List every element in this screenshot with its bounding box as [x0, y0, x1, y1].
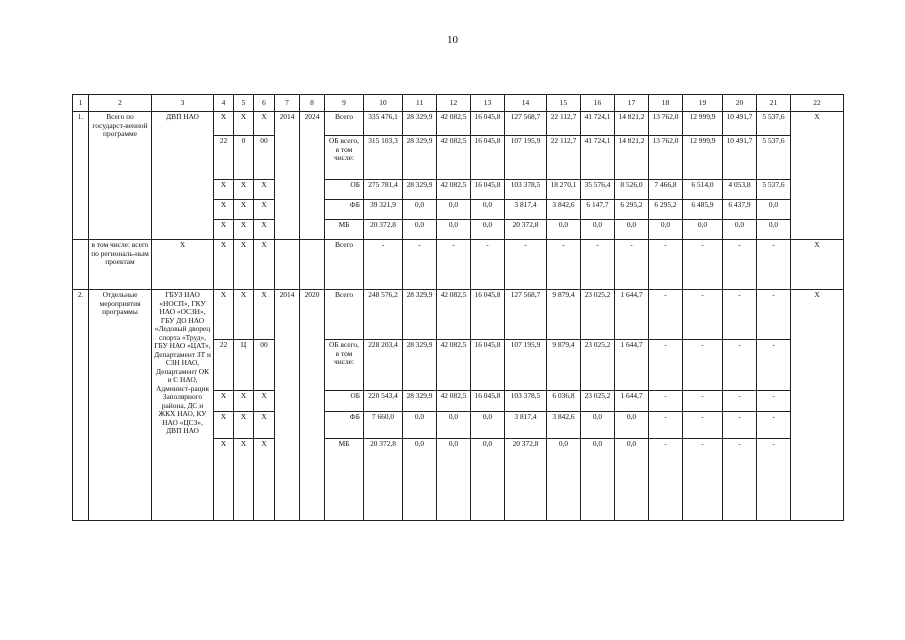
result-cell: Х	[791, 112, 844, 240]
value-cell: 0,0	[471, 200, 505, 220]
value-cell: 10 491,7	[723, 112, 757, 136]
value-cell: 103 378,5	[505, 180, 547, 200]
value-cell: -	[403, 240, 437, 290]
source-label: ОБ	[325, 391, 364, 412]
value-cell: 107 195,9	[505, 136, 547, 180]
cell: 0	[234, 136, 254, 180]
cell: Х	[214, 112, 234, 136]
cell: Х	[254, 112, 275, 136]
value-cell: 0,0	[403, 412, 437, 439]
value-cell: -	[364, 240, 403, 290]
source-label: Всего	[325, 290, 364, 340]
column-header: 2	[89, 95, 152, 112]
cell: Х	[214, 200, 234, 220]
value-cell: 42 082,5	[437, 391, 471, 412]
program-name: в том числе: всего по региональ-ным проектам	[89, 240, 152, 290]
value-cell: 0,0	[757, 220, 791, 240]
value-cell: 1 644,7	[615, 340, 649, 391]
value-cell: 315 103,3	[364, 136, 403, 180]
value-cell: 22 112,7	[547, 112, 581, 136]
cell: Х	[234, 112, 254, 136]
row-number	[73, 240, 89, 290]
value-cell: 42 082,5	[437, 112, 471, 136]
cell: Х	[214, 439, 234, 521]
page-number: 10	[447, 34, 458, 46]
value-cell: 14 821,2	[615, 112, 649, 136]
value-cell: 0,0	[471, 220, 505, 240]
value-cell: -	[581, 240, 615, 290]
value-cell: 3 842,6	[547, 200, 581, 220]
column-header: 13	[471, 95, 505, 112]
value-cell: 0,0	[437, 200, 471, 220]
value-cell: -	[683, 391, 723, 412]
value-cell: 127 568,7	[505, 112, 547, 136]
source-label: МБ	[325, 220, 364, 240]
program-name: Отдельные мероприятия программы	[89, 290, 152, 521]
cell: Х	[254, 439, 275, 521]
value-cell: -	[649, 290, 683, 340]
cell: 22	[214, 136, 234, 180]
cell: Х	[234, 391, 254, 412]
program-name: Всего по государст-венной программе	[89, 112, 152, 240]
column-header: 20	[723, 95, 757, 112]
value-cell: 14 821,2	[615, 136, 649, 180]
value-cell: 28 329,9	[403, 290, 437, 340]
value-cell: 0,0	[471, 439, 505, 521]
column-header: 21	[757, 95, 791, 112]
value-cell: 0,0	[403, 439, 437, 521]
value-cell: 7 660,0	[364, 412, 403, 439]
cell: Х	[254, 180, 275, 200]
table-row	[73, 112, 844, 136]
cell: Х	[234, 439, 254, 521]
value-cell: -	[683, 240, 723, 290]
value-cell: 5 537,6	[757, 112, 791, 136]
result-cell: Х	[791, 240, 844, 290]
value-cell: 16 045,8	[471, 340, 505, 391]
value-cell: 20 372,8	[505, 220, 547, 240]
value-cell: 16 045,8	[471, 290, 505, 340]
column-header: 3	[152, 95, 214, 112]
value-cell: 16 045,8	[471, 112, 505, 136]
value-cell: 28 329,9	[403, 136, 437, 180]
executor: ГБУЗ НАО «НОСП», ГКУ НАО «ОСЗН», ГБУ ДО НАО «Ледовый дворец спорта «Труд», ГБУ НАО «ЦАТ», Департамент ЗТ и СЗН НАО, Департамент ОК и С НАО, Админист-рация Заполярного района, ДС и ЖКХ НАО, КУ НАО «ЦСЗ», ДВП НАО	[152, 290, 214, 521]
value-cell: 23 025,2	[581, 391, 615, 412]
cell	[275, 240, 300, 290]
value-cell: 220 543,4	[364, 391, 403, 412]
column-header: 8	[300, 95, 325, 112]
value-cell: 228 203,4	[364, 340, 403, 391]
cell: 00	[254, 340, 275, 391]
column-header: 4	[214, 95, 234, 112]
value-cell: 42 082,5	[437, 136, 471, 180]
value-cell: 20 372,8	[364, 439, 403, 521]
source-label: ФБ	[325, 200, 364, 220]
value-cell: -	[757, 439, 791, 521]
cell: Х	[234, 240, 254, 290]
value-cell: 42 082,5	[437, 340, 471, 391]
value-cell: 41 724,1	[581, 136, 615, 180]
column-header: 1	[73, 95, 89, 112]
value-cell: -	[471, 240, 505, 290]
cell	[300, 240, 325, 290]
value-cell: 12 999,9	[683, 112, 723, 136]
value-cell: 12 999,9	[683, 136, 723, 180]
value-cell: 23 025,2	[581, 290, 615, 340]
value-cell: 41 724,1	[581, 112, 615, 136]
value-cell: -	[723, 439, 757, 521]
cell: Х	[254, 240, 275, 290]
value-cell: -	[723, 391, 757, 412]
cell: Х	[234, 220, 254, 240]
cell: Х	[234, 200, 254, 220]
row-number: 1.	[73, 112, 89, 240]
start-year: 2014	[275, 290, 300, 521]
value-cell: 13 762,0	[649, 112, 683, 136]
column-header: 19	[683, 95, 723, 112]
value-cell: 127 568,7	[505, 290, 547, 340]
cell: 22	[214, 340, 234, 391]
value-cell: 22 112,7	[547, 136, 581, 180]
value-cell: 0,0	[547, 220, 581, 240]
value-cell: 42 082,5	[437, 290, 471, 340]
value-cell: 0,0	[757, 200, 791, 220]
value-cell: 16 045,8	[471, 136, 505, 180]
column-header: 5	[234, 95, 254, 112]
value-cell: -	[723, 290, 757, 340]
value-cell: 10 491,7	[723, 136, 757, 180]
value-cell: 0,0	[615, 412, 649, 439]
source-label: Всего	[325, 240, 364, 290]
value-cell: -	[723, 412, 757, 439]
value-cell: 6 514,0	[683, 180, 723, 200]
value-cell: 248 576,2	[364, 290, 403, 340]
value-cell: -	[505, 240, 547, 290]
value-cell: -	[649, 340, 683, 391]
value-cell: 1 644,7	[615, 391, 649, 412]
value-cell: -	[683, 340, 723, 391]
value-cell: 18 270,1	[547, 180, 581, 200]
value-cell: 39 321,9	[364, 200, 403, 220]
column-header: 17	[615, 95, 649, 112]
value-cell: 0,0	[437, 220, 471, 240]
cell: Х	[254, 290, 275, 340]
executor: ДВП НАО	[152, 112, 214, 240]
result-cell: Х	[791, 290, 844, 521]
cell: Х	[234, 180, 254, 200]
value-cell: 28 329,9	[403, 180, 437, 200]
cell: Х	[254, 412, 275, 439]
value-cell: 16 045,8	[471, 391, 505, 412]
value-cell: 28 329,9	[403, 391, 437, 412]
value-cell: 0,0	[581, 412, 615, 439]
cell: Х	[214, 180, 234, 200]
cell: Х	[254, 200, 275, 220]
cell: Ц	[234, 340, 254, 391]
value-cell: -	[757, 391, 791, 412]
column-header: 11	[403, 95, 437, 112]
value-cell: 0,0	[471, 412, 505, 439]
column-header: 10	[364, 95, 403, 112]
value-cell: 23 025,2	[581, 340, 615, 391]
value-cell: 1 644,7	[615, 290, 649, 340]
end-year: 2024	[300, 112, 325, 240]
cell: Х	[254, 220, 275, 240]
value-cell: 5 537,6	[757, 136, 791, 180]
column-header: 15	[547, 95, 581, 112]
end-year: 2020	[300, 290, 325, 521]
value-cell: -	[683, 412, 723, 439]
value-cell: -	[757, 290, 791, 340]
program-table	[72, 94, 844, 521]
start-year: 2014	[275, 112, 300, 240]
cell: Х	[254, 391, 275, 412]
row-number: 2.	[73, 290, 89, 521]
cell: Х	[234, 412, 254, 439]
value-cell: 0,0	[581, 439, 615, 521]
value-cell: 0,0	[547, 439, 581, 521]
value-cell: 7 466,8	[649, 180, 683, 200]
value-cell: 5 537,6	[757, 180, 791, 200]
value-cell: 0,0	[437, 412, 471, 439]
value-cell: 107 195,9	[505, 340, 547, 391]
source-label: ОБ всего, в том числе:	[325, 340, 364, 391]
value-cell: -	[757, 412, 791, 439]
source-label: ОБ всего, в том числе:	[325, 136, 364, 180]
value-cell: -	[723, 340, 757, 391]
executor: Х	[152, 240, 214, 290]
value-cell: 0,0	[615, 439, 649, 521]
value-cell: 6 147,7	[581, 200, 615, 220]
value-cell: -	[757, 240, 791, 290]
cell: Х	[214, 240, 234, 290]
value-cell: -	[683, 290, 723, 340]
value-cell: 275 781,4	[364, 180, 403, 200]
cell: Х	[214, 220, 234, 240]
column-header: 7	[275, 95, 300, 112]
value-cell: -	[649, 412, 683, 439]
value-cell: 6 036,8	[547, 391, 581, 412]
value-cell: 103 378,5	[505, 391, 547, 412]
value-cell: 6 485,9	[683, 200, 723, 220]
column-header: 12	[437, 95, 471, 112]
value-cell: -	[547, 240, 581, 290]
value-cell: 0,0	[437, 439, 471, 521]
value-cell: 35 576,4	[581, 180, 615, 200]
value-cell: -	[649, 240, 683, 290]
value-cell: 42 082,5	[437, 180, 471, 200]
value-cell: -	[437, 240, 471, 290]
value-cell: 6 295,2	[615, 200, 649, 220]
cell: Х	[214, 412, 234, 439]
column-header: 18	[649, 95, 683, 112]
table-row	[73, 290, 844, 340]
cell: Х	[214, 290, 234, 340]
value-cell: 335 476,1	[364, 112, 403, 136]
value-cell: 0,0	[683, 220, 723, 240]
column-header: 14	[505, 95, 547, 112]
value-cell: -	[649, 439, 683, 521]
value-cell: -	[683, 439, 723, 521]
header-row	[73, 95, 844, 112]
cell: Х	[234, 290, 254, 340]
value-cell: -	[757, 340, 791, 391]
value-cell: -	[723, 240, 757, 290]
value-cell: 6 437,9	[723, 200, 757, 220]
value-cell: 28 329,9	[403, 112, 437, 136]
source-label: ФБ	[325, 412, 364, 439]
value-cell: 3 817,4	[505, 200, 547, 220]
value-cell: 20 372,8	[364, 220, 403, 240]
value-cell: 0,0	[581, 220, 615, 240]
source-label: МБ	[325, 439, 364, 521]
column-header: 9	[325, 95, 364, 112]
value-cell: 4 053,8	[723, 180, 757, 200]
value-cell: 9 879,4	[547, 340, 581, 391]
column-header: 22	[791, 95, 844, 112]
value-cell: 20 372,8	[505, 439, 547, 521]
value-cell: 0,0	[403, 220, 437, 240]
value-cell: 0,0	[723, 220, 757, 240]
column-header: 16	[581, 95, 615, 112]
value-cell: 13 762,0	[649, 136, 683, 180]
value-cell: 3 817,4	[505, 412, 547, 439]
column-header: 6	[254, 95, 275, 112]
value-cell: 3 842,6	[547, 412, 581, 439]
value-cell: 16 045,8	[471, 180, 505, 200]
value-cell: -	[649, 391, 683, 412]
value-cell: 0,0	[615, 220, 649, 240]
value-cell: -	[615, 240, 649, 290]
value-cell: 8 526,0	[615, 180, 649, 200]
value-cell: 0,0	[403, 200, 437, 220]
value-cell: 9 879,4	[547, 290, 581, 340]
cell: Х	[214, 391, 234, 412]
cell: 00	[254, 136, 275, 180]
source-label: Всего	[325, 112, 364, 136]
value-cell: 0,0	[649, 220, 683, 240]
source-label: ОБ	[325, 180, 364, 200]
value-cell: 6 295,2	[649, 200, 683, 220]
table-row	[73, 240, 844, 290]
value-cell: 28 329,9	[403, 340, 437, 391]
